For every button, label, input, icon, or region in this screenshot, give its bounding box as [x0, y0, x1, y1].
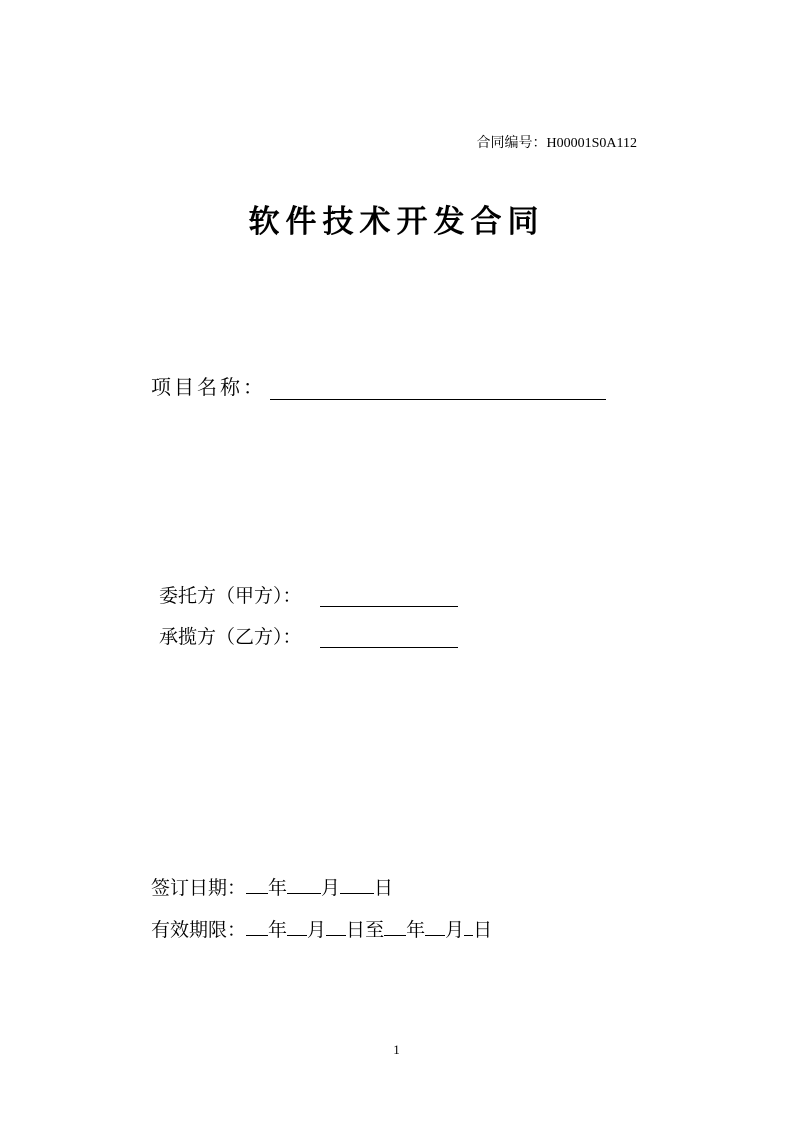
project-name-field[interactable] [270, 399, 606, 400]
contract-number-value: H00001S0A112 [546, 136, 637, 151]
sign-month-blank[interactable] [287, 872, 321, 894]
signing-date-row [151, 872, 393, 902]
contract-number [477, 133, 638, 154]
start-year-blank[interactable] [246, 914, 268, 936]
validity-label: 有效期限： [151, 919, 247, 941]
to-text: 至 [365, 919, 385, 941]
sign-year-text: 年 [268, 877, 288, 899]
start-day-text: 日 [346, 919, 366, 941]
end-year-text: 年 [406, 919, 426, 941]
start-day-blank[interactable] [326, 914, 346, 936]
start-month-text: 月 [307, 919, 327, 941]
end-day-blank[interactable] [464, 914, 473, 936]
party-a-label: 委托方（甲方）： [159, 585, 302, 607]
end-year-blank[interactable] [384, 914, 406, 936]
party-a-field[interactable] [320, 606, 458, 607]
validity-period-row [151, 914, 492, 944]
page-number: 1 [393, 1042, 400, 1057]
sign-year-blank[interactable] [246, 872, 268, 894]
sign-day-blank[interactable] [340, 872, 374, 894]
contract-number-label: 合同编号： [476, 135, 547, 151]
start-year-text: 年 [268, 919, 288, 941]
signing-date-label: 签订日期： [151, 877, 247, 899]
sign-month-text: 月 [321, 877, 341, 899]
sign-day-text: 日 [374, 877, 394, 899]
end-day-text: 日 [473, 919, 493, 941]
project-name-label: 项目名称： [151, 375, 266, 399]
party-b-field[interactable] [320, 647, 458, 648]
start-month-blank[interactable] [287, 914, 307, 936]
end-month-text: 月 [445, 919, 465, 941]
end-month-blank[interactable] [425, 914, 445, 936]
document-title: 软件技术开发合同 [248, 204, 545, 240]
party-b-label: 承揽方（乙方）： [159, 626, 302, 648]
